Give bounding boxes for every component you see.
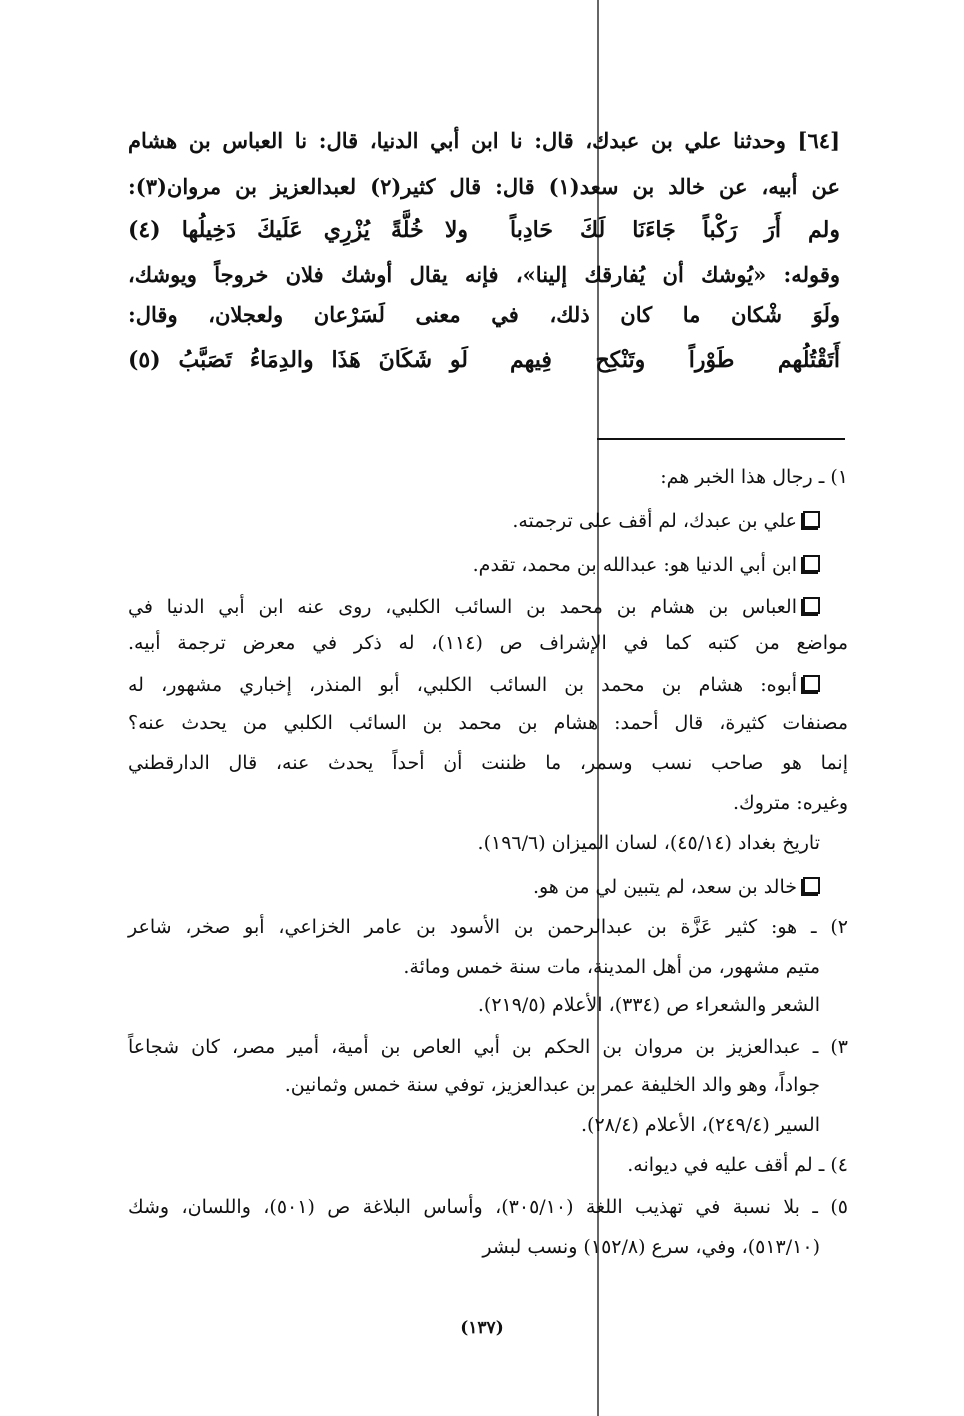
footnote-1-item-d-line-3: إنما هو صاحب نسب وسمر، ما ظننت أن أحداً يحدث عنه، قال الدارقطني (128, 752, 848, 774)
footnote-2-line-1: ٢) ـ هو: كثير عَزَّة بن عبدالرحمن بن الأسود بن عامر الخزاعي، أبو صخر، شاعر (128, 916, 848, 938)
footnote-1-item-d-text-1: أبوه: هشام بن محمد بن السائب الكلبي، أبو المنذر، إخباري مشهور، له (128, 674, 797, 696)
verse-1-first-hemistich: ولم أَرَ رَكْباً جَاءَنَا لَكَ حَادِباً (510, 217, 840, 243)
footnote-2-line-2: متيم مشهور، من أهل المدينة، مات سنة خمس ومائة. (403, 956, 820, 978)
square-bullet-icon (803, 675, 820, 692)
footnote-2-sources: الشعر والشعراء ص (٣٣٤)، الأعلام (٢١٩/٥). (477, 994, 820, 1016)
footnote-4: ٤) ـ لم أقف عليه في ديوانه. (627, 1154, 848, 1176)
footnote-3-line-2: جواداً، وهو والد الخليفة عمر بن عبدالعزيز، توفي سنة خمس وثمانين. (284, 1074, 820, 1096)
footnote-1-item-d-line-2: مصنفات كثيرة، قال أحمد: هشام بن محمد بن السائب الكلبي من يحدث عنه؟ (128, 712, 848, 734)
footnote-5-line-2: (٥١٣/١٠)، وفي، سرع (١٥٢/٨) ونسب لبشر (482, 1236, 820, 1258)
verse-2-first-hemistich: أَتَقْتُلُهم طَوْراً وتَنْكِح فِيهم (510, 347, 840, 373)
square-bullet-icon (803, 597, 820, 614)
verse-1-second-hemistich: ولا خُلَّةً يُزْرِي عَلَيكَ دَخِيلُها (٤) (128, 217, 468, 243)
footnote-1-heading: ١) ـ رجال هذا الخبر هم: (660, 466, 848, 488)
footnote-1-item-c-text-1: العباس بن هشام بن محمد بن السائب الكلبي، روى عنه ابن أبي الدنيا في (128, 596, 797, 618)
footnote-1-item-d-line-1 (128, 668, 820, 702)
square-bullet-icon (803, 555, 820, 572)
main-line-1: [٦٤] وحدثنا علي بن عبدك، قال: نا ابن أبي الدنيا، قال: نا العباس بن هشام (128, 128, 840, 153)
square-bullet-icon (803, 877, 820, 894)
footnote-5-line-1: ٥) ـ بلا نسبة في تهذيب اللغة (٣٠٥/١٠)، وأساس البلاغة ص (٥٠١)، واللسان، وشك (128, 1196, 848, 1218)
footnote-3-line-1: ٣) ـ عبدالعزيز بن مروان بن الحكم بن أبي العاص بن أمية، أمير مصر، كان شجاعاً (128, 1036, 848, 1058)
footnote-1-item-b (128, 548, 820, 582)
verse-2-second-hemistich: لَو شَكَانَ هَذَا والدِمَاءُ تَصَبَّبُ (٥) (128, 347, 468, 373)
footnote-1-item-c-line-2: مواضع من كتبه كما في الإشراف ص (١١٤)، له ذكر في معرض ترجمة أبيه. (128, 632, 848, 654)
footnote-1-item-a (128, 504, 820, 538)
footnote-1-item-d-line-4: وغيره: متروك. (733, 792, 848, 814)
footnote-1-item-a-text: علي بن عبدك، لم أقف على ترجمته. (512, 510, 797, 532)
main-line-5: ولَوَ شْكان ما كان ذلك، في معنى لَسَرْعان ولعجلان، وقال: (128, 302, 840, 327)
footnote-3-sources: السير (٢٤٩/٤)، الأعلام (٢٨/٤). (581, 1114, 820, 1136)
footnote-separator (597, 438, 845, 440)
main-line-4: وقوله: «يُوشك أن يُفارقك إلينا»، فإنه يقال أوشك فلان خروجاً ويوشك، (128, 262, 840, 287)
footnote-1-item-d-sources: تاريخ بغداد (٤٥/١٤)، لسان الميزان (١٩٦/٦). (477, 832, 820, 854)
footnote-1-item-c-line-1 (128, 590, 820, 624)
main-line-2: عن أبيه، عن خالد بن سعد(١) قال: قال كثير(٢) لعبدالعزيز بن مروان(٣): (128, 174, 840, 199)
footnote-1-item-e (128, 870, 820, 904)
square-bullet-icon (803, 511, 820, 528)
page-number: (١٣٧) (460, 1318, 504, 1338)
footnote-1-item-e-text: خالد بن سعد، لم يتبين لي من هو. (532, 876, 797, 898)
footnote-1-item-b-text: ابن أبي الدنيا هو: عبدالله بن محمد، تقدم. (472, 554, 797, 576)
